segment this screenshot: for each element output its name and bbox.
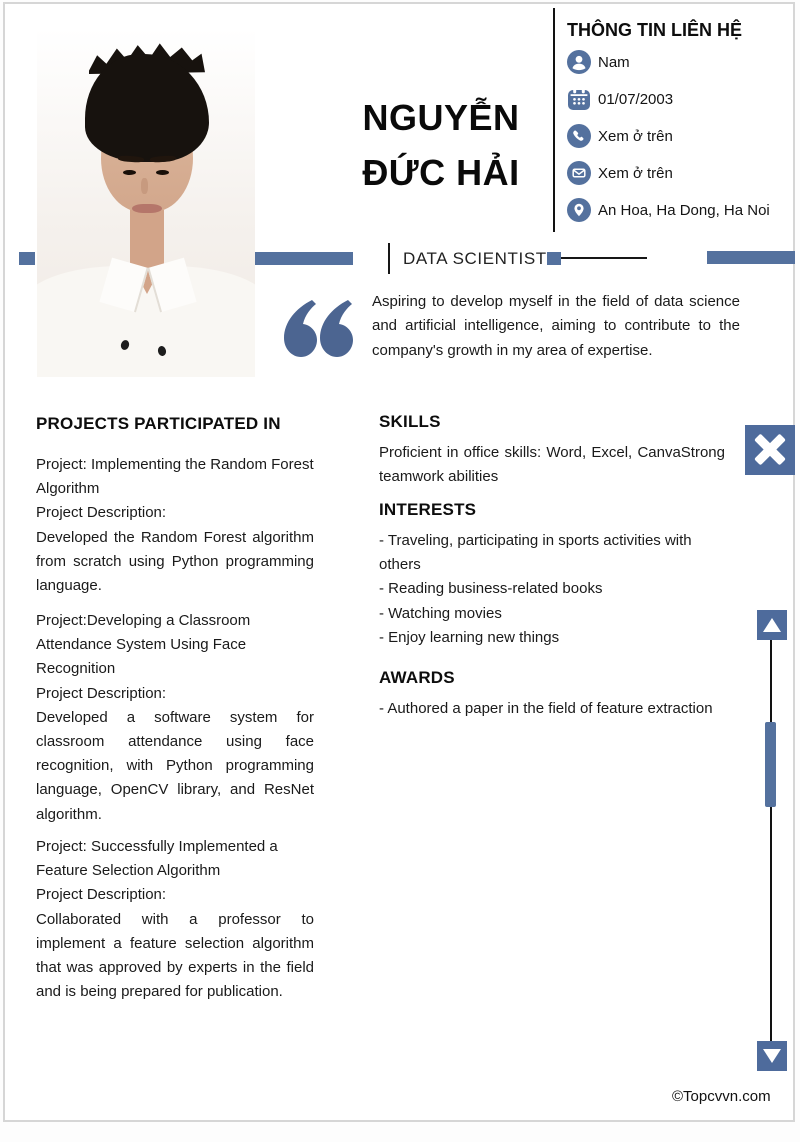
awards-heading: AWARDS	[379, 668, 455, 687]
arrow-down-icon	[763, 1049, 781, 1063]
job-title-divider	[388, 243, 390, 274]
scroll-thumb[interactable]	[765, 722, 776, 807]
scroll-track	[770, 640, 772, 1041]
name-line-2: ĐỨC HẢI	[362, 152, 520, 193]
project-description: Collaborated with a professor to implement a feature selection algorithm that was approved by experts in the field and is being prepared for publication.	[36, 910, 314, 1001]
interests-list	[379, 529, 725, 650]
phone-icon	[567, 124, 591, 148]
quote-icon	[283, 300, 353, 358]
photo-nose	[141, 178, 148, 194]
skills-heading: SKILLS	[379, 412, 441, 431]
photo-mouth	[132, 204, 162, 213]
interest-item: - Enjoy learning new things	[379, 628, 560, 646]
arrow-up-icon	[763, 618, 781, 632]
profile-photo	[37, 28, 255, 377]
decor-square-mid	[547, 252, 561, 265]
person-icon	[567, 50, 591, 74]
contact-phone-value: Xem ở trên	[598, 127, 673, 145]
awards-text: - Authored a paper in the field of feature extraction	[379, 700, 713, 717]
interest-item: - Traveling, participating in sports activities with others	[379, 532, 692, 574]
interest-item: - Reading business-related books	[379, 580, 603, 598]
project-item	[36, 453, 314, 598]
contact-item-address	[567, 198, 770, 222]
project-desc-label: Project Description:	[36, 886, 167, 904]
contact-item-email	[567, 161, 673, 185]
decor-bar-right	[707, 251, 795, 264]
mail-icon	[567, 161, 591, 185]
contact-birthdate-value: 01/07/2003	[598, 90, 674, 108]
career-objective: Aspiring to develop myself in the field of data science and artificial intelligence, aiming to contribute to the company's growth in my area of expertise.	[372, 293, 740, 359]
project-item	[36, 835, 314, 1004]
job-title: DATA SCIENTIST	[403, 249, 547, 268]
name-line-1: NGUYỄN	[362, 97, 520, 138]
project-title: Project: Successfully Implemented a Feature Selection Algorithm	[36, 838, 278, 880]
project-desc-label: Project Description:	[36, 684, 167, 702]
candidate-name	[321, 90, 561, 200]
contact-address-value: An Hoa, Ha Dong, Ha Noi	[598, 201, 770, 219]
decor-bar-left	[255, 252, 353, 265]
project-desc-label: Project Description:	[36, 504, 167, 522]
project-title: Project: Implementing the Random Forest Algorithm	[36, 456, 314, 498]
contact-gender-value: Nam	[598, 53, 630, 71]
contact-item-gender	[567, 50, 630, 74]
contact-item-birthdate	[567, 87, 673, 111]
contact-item-phone	[567, 124, 673, 148]
project-description: Developed a software system for classroom attendance using face recognition, with Python programming language, OpenCV library, and ResNet algorithm.	[36, 708, 314, 823]
photo-eye	[156, 170, 169, 175]
project-description: Developed the Random Forest algorithm from scratch using Python programming language.	[36, 528, 314, 595]
scroll-up-button[interactable]	[757, 610, 787, 640]
project-title: Project:Developing a Classroom Attendance System Using Face Recognition	[36, 612, 251, 678]
watermark-credit: ©Topcvvn.com	[672, 1088, 771, 1105]
close-button[interactable]	[745, 425, 795, 475]
skills-text: Proficient in office skills: Word, Excel, CanvaStrong teamwork abilities	[379, 444, 725, 486]
calendar-icon	[567, 87, 591, 111]
scroll-down-button[interactable]	[757, 1041, 787, 1071]
interest-item: - Watching movies	[379, 604, 502, 622]
decor-hline	[561, 257, 647, 259]
photo-eye	[123, 170, 136, 175]
contact-email-value: Xem ở trên	[598, 164, 673, 182]
contact-divider-line	[553, 8, 555, 232]
location-icon	[567, 198, 591, 222]
decor-square-left	[19, 252, 35, 265]
contact-heading: THÔNG TIN LIÊN HỆ	[567, 20, 742, 40]
project-item	[36, 609, 314, 827]
interests-heading: INTERESTS	[379, 500, 477, 519]
projects-heading: PROJECTS PARTICIPATED IN	[36, 414, 281, 433]
